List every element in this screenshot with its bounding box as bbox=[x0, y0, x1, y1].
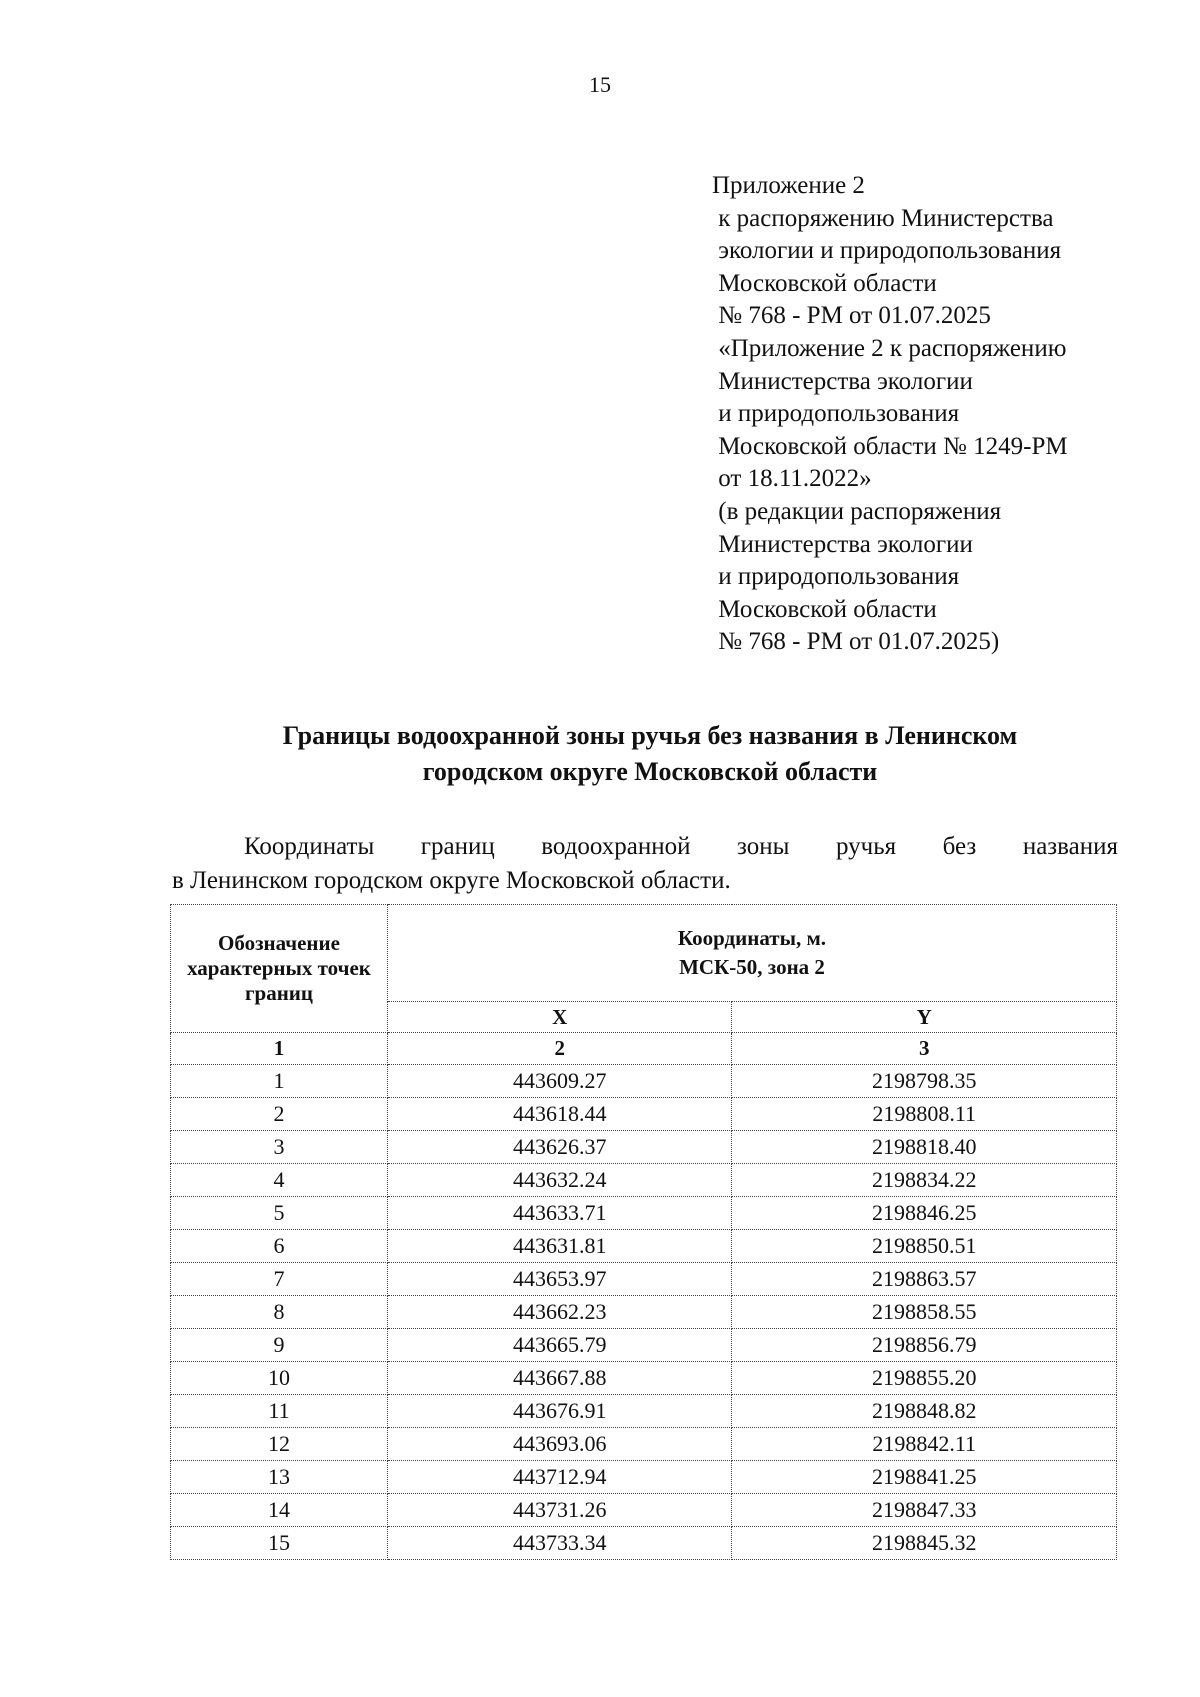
appendix-line: к распоряжению Министерства bbox=[712, 204, 1054, 232]
x-coordinate-cell: 443667.88 bbox=[388, 1362, 732, 1395]
appendix-line: № 768 - РМ от 01.07.2025) bbox=[712, 628, 1000, 656]
coordinates-table bbox=[170, 904, 1117, 1560]
table-row bbox=[171, 1263, 1117, 1296]
document-title-line-1: Границы водоохранной зоны ручья без названия в Ленинском bbox=[282, 721, 1018, 750]
x-coordinate-cell: 443653.97 bbox=[388, 1263, 732, 1296]
x-coordinate-cell: 443662.23 bbox=[388, 1296, 732, 1329]
point-number-cell: 13 bbox=[171, 1461, 388, 1494]
appendix-line: и природопользования bbox=[712, 563, 960, 591]
table-row bbox=[171, 1131, 1117, 1164]
appendix-line: Министерства экологии bbox=[712, 367, 973, 395]
table-row bbox=[171, 1428, 1117, 1461]
intro-line-2: в Ленинском городском округе Московской области. bbox=[172, 867, 731, 894]
y-coordinate-cell: 2198842.11 bbox=[732, 1428, 1117, 1461]
table-row bbox=[171, 1065, 1117, 1098]
table-row bbox=[171, 1395, 1117, 1428]
intro-paragraph bbox=[172, 830, 1118, 898]
table-row bbox=[171, 1098, 1117, 1131]
header-coordinates-line-1: Координаты, м. bbox=[677, 926, 827, 950]
x-coordinate-cell: 443731.26 bbox=[388, 1494, 732, 1527]
x-coordinate-cell: 443631.81 bbox=[388, 1230, 732, 1263]
page-number: 15 bbox=[589, 72, 611, 97]
point-number-cell: 8 bbox=[171, 1296, 388, 1329]
table-row bbox=[171, 1461, 1117, 1494]
table-row bbox=[171, 1527, 1117, 1560]
coordinates-table-body bbox=[171, 1065, 1117, 1560]
table-row bbox=[171, 1164, 1117, 1197]
header-x: X bbox=[388, 1002, 732, 1033]
x-coordinate-cell: 443712.94 bbox=[388, 1461, 732, 1494]
x-coordinate-cell: 443676.91 bbox=[388, 1395, 732, 1428]
appendix-line: экологии и природопользования bbox=[712, 237, 1062, 265]
x-coordinate-cell: 443618.44 bbox=[388, 1098, 732, 1131]
table-row bbox=[171, 1494, 1117, 1527]
point-number-cell: 9 bbox=[171, 1329, 388, 1362]
x-coordinate-cell: 443633.71 bbox=[388, 1197, 732, 1230]
point-number-cell: 7 bbox=[171, 1263, 388, 1296]
y-coordinate-cell: 2198834.22 bbox=[732, 1164, 1117, 1197]
x-coordinate-cell: 443733.34 bbox=[388, 1527, 732, 1560]
table-row bbox=[171, 1230, 1117, 1263]
point-number-cell: 5 bbox=[171, 1197, 388, 1230]
y-coordinate-cell: 2198863.57 bbox=[732, 1263, 1117, 1296]
point-number-cell: 6 bbox=[171, 1230, 388, 1263]
appendix-line: от 18.11.2022» bbox=[712, 465, 872, 493]
y-coordinate-cell: 2198847.33 bbox=[732, 1494, 1117, 1527]
point-number-cell: 10 bbox=[171, 1362, 388, 1395]
column-number-3: 3 bbox=[732, 1033, 1117, 1065]
column-number-2: 2 bbox=[388, 1033, 732, 1065]
y-coordinate-cell: 2198798.35 bbox=[732, 1065, 1117, 1098]
appendix-line: Московской области bbox=[712, 269, 937, 297]
point-number-cell: 11 bbox=[171, 1395, 388, 1428]
header-point-designation: Обозначение характерных точек границ bbox=[171, 905, 388, 1033]
y-coordinate-cell: 2198818.40 bbox=[732, 1131, 1117, 1164]
point-number-cell: 4 bbox=[171, 1164, 388, 1197]
y-coordinate-cell: 2198808.11 bbox=[732, 1098, 1117, 1131]
appendix-line: (в редакции распоряжения bbox=[712, 497, 1002, 525]
document-title-line-2: городском округе Московской области bbox=[422, 757, 878, 786]
y-coordinate-cell: 2198848.82 bbox=[732, 1395, 1117, 1428]
table-row bbox=[171, 1362, 1117, 1395]
x-coordinate-cell: 443609.27 bbox=[388, 1065, 732, 1098]
y-coordinate-cell: 2198855.20 bbox=[732, 1362, 1117, 1395]
y-coordinate-cell: 2198845.32 bbox=[732, 1527, 1117, 1560]
point-number-cell: 14 bbox=[171, 1494, 388, 1527]
y-coordinate-cell: 2198846.25 bbox=[732, 1197, 1117, 1230]
document-title bbox=[170, 718, 1130, 790]
appendix-block bbox=[712, 170, 1152, 659]
y-coordinate-cell: 2198858.55 bbox=[732, 1296, 1117, 1329]
point-number-cell: 15 bbox=[171, 1527, 388, 1560]
point-number-cell: 1 bbox=[171, 1065, 388, 1098]
intro-line-1: Координаты границ водоохранной зоны ручья без названия bbox=[244, 833, 1118, 860]
x-coordinate-cell: 443665.79 bbox=[388, 1329, 732, 1362]
appendix-line: и природопользования bbox=[712, 400, 960, 428]
x-coordinate-cell: 443693.06 bbox=[388, 1428, 732, 1461]
appendix-line: Московской области bbox=[712, 595, 937, 623]
appendix-line: Московской области № 1249-РМ bbox=[712, 432, 1068, 460]
appendix-line: Министерства экологии bbox=[712, 530, 973, 558]
x-coordinate-cell: 443626.37 bbox=[388, 1131, 732, 1164]
header-coordinates bbox=[388, 905, 1117, 1002]
appendix-line: «Приложение 2 к распоряжению bbox=[712, 334, 1067, 362]
column-number-1: 1 bbox=[171, 1033, 388, 1065]
table-row bbox=[171, 1329, 1117, 1362]
table-row bbox=[171, 1197, 1117, 1230]
y-coordinate-cell: 2198841.25 bbox=[732, 1461, 1117, 1494]
point-number-cell: 12 bbox=[171, 1428, 388, 1461]
header-y: Y bbox=[732, 1002, 1117, 1033]
x-coordinate-cell: 443632.24 bbox=[388, 1164, 732, 1197]
point-number-cell: 2 bbox=[171, 1098, 388, 1131]
table-row bbox=[171, 1296, 1117, 1329]
header-coordinates-line-2: МСК-50, зона 2 bbox=[679, 955, 825, 979]
y-coordinate-cell: 2198856.79 bbox=[732, 1329, 1117, 1362]
point-number-cell: 3 bbox=[171, 1131, 388, 1164]
appendix-line: Приложение 2 bbox=[712, 172, 865, 199]
appendix-line: № 768 - РМ от 01.07.2025 bbox=[712, 302, 991, 330]
y-coordinate-cell: 2198850.51 bbox=[732, 1230, 1117, 1263]
